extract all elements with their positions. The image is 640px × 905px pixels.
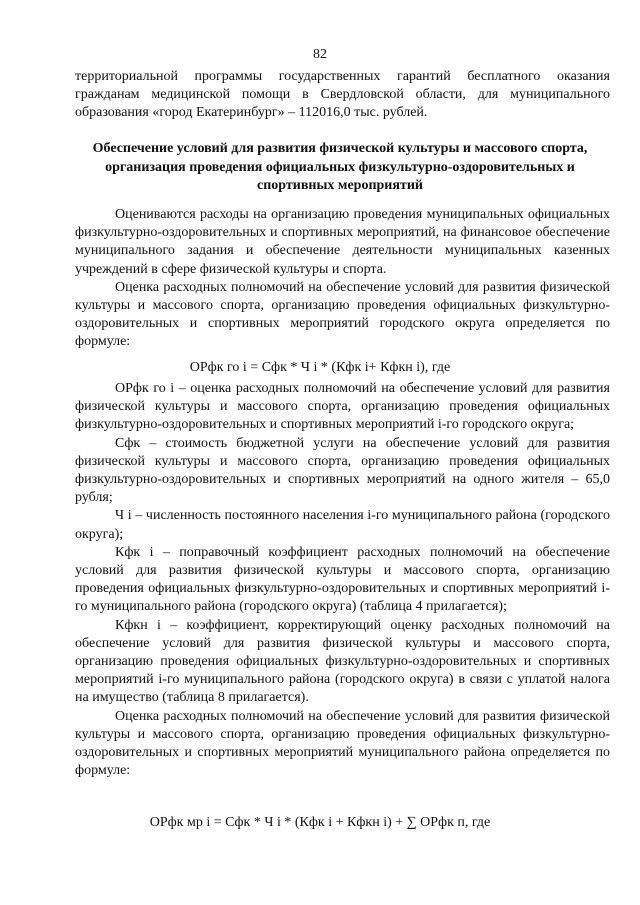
section-title: Обеспечение условий для развития физической культуры и массового спорта, организация проведения официальных физкультурно-оздоровительных и спортивных мероприятий	[92, 141, 588, 193]
formula-municipal-district: ОРфк мр i = Сфк * Ч i * (Кфк i + Кфкн i) + ∑ ОРфк п, где	[149, 815, 491, 830]
definition-ch: Ч i – численность постоянного населения i-го муниципального района (городского округа);	[75, 508, 610, 542]
definition-kfkn: Кфкн i – коэффициент, корректирующий оценку расходных полномочий на обеспечение условий для развития физической культуры и массового спорта, организацию проведения официальных физкультурно-оздоровительных и спортивных мероприятий i-го муниципального района (городского округа) в связи с уплатой налога на имущество (таблица 8 прилагается).	[75, 617, 610, 706]
definition-sfk: Сфк – стоимость бюджетной услуги на обеспечение условий для развития физической культуры и массового спорта, организацию проведения официальных физкультурно-оздоровительных и спортивных мероприятий на одного жителя – 65,0 рубля;	[75, 435, 610, 506]
paragraph-assessment-city: Оценка расходных полномочий на обеспечение условий для развития физической культуры и массового спорта, организацию проведения официальных физкультурно-оздоровительных и спортивных мероприятий городского округа определяется по формуле:	[75, 279, 610, 350]
definitions	[75, 380, 610, 780]
paragraph-expenses: Оцениваются расходы на организацию проведения муниципальных официальных физкультурно-оздоровительных и спортивных мероприятий, на финансовое обеспечение муниципального задания и обеспечение деятельности муниципальных казенных учреждений в сфере физической культуры и спорта.	[75, 207, 610, 277]
page-number: 82	[313, 47, 327, 62]
formula-city-district: ОРфк го i = Сфк * Ч i * (Кфк i+ Кфкн i), где	[189, 360, 451, 375]
intro-paragraph	[75, 68, 610, 123]
definition-kfk: Кфк i – поправочный коэффициент расходных полномочий на обеспечение условий для развития физической культуры и массового спорта, организацию проведения официальных физкультурно-оздоровительных и спортивных мероприятий i-го муниципального района (городского округа) (таблица 4 прилагается);	[75, 544, 610, 615]
paragraph-assessment-district: Оценка расходных полномочий на обеспечение условий для развития физической культуры и массового спорта, организацию проведения официальных физкультурно-оздоровительных и спортивных мероприятий муниципального района определяется по формуле:	[75, 708, 610, 779]
definition-orfk: ОРфк го i – оценка расходных полномочий на обеспечение условий для развития физической культуры и массового спорта, организацию проведения официальных физкультурно-оздоровительных и спортивных мероприятий i-го городского округа;	[75, 381, 610, 433]
intro-text: территориальной программы государственных гарантий бесплатного оказания гражданам медицинской помощи в Свердловской области, для муниципального образования «город Екатеринбург» – 112016,0 тыс. рублей.	[75, 69, 610, 121]
body-text	[75, 206, 610, 352]
